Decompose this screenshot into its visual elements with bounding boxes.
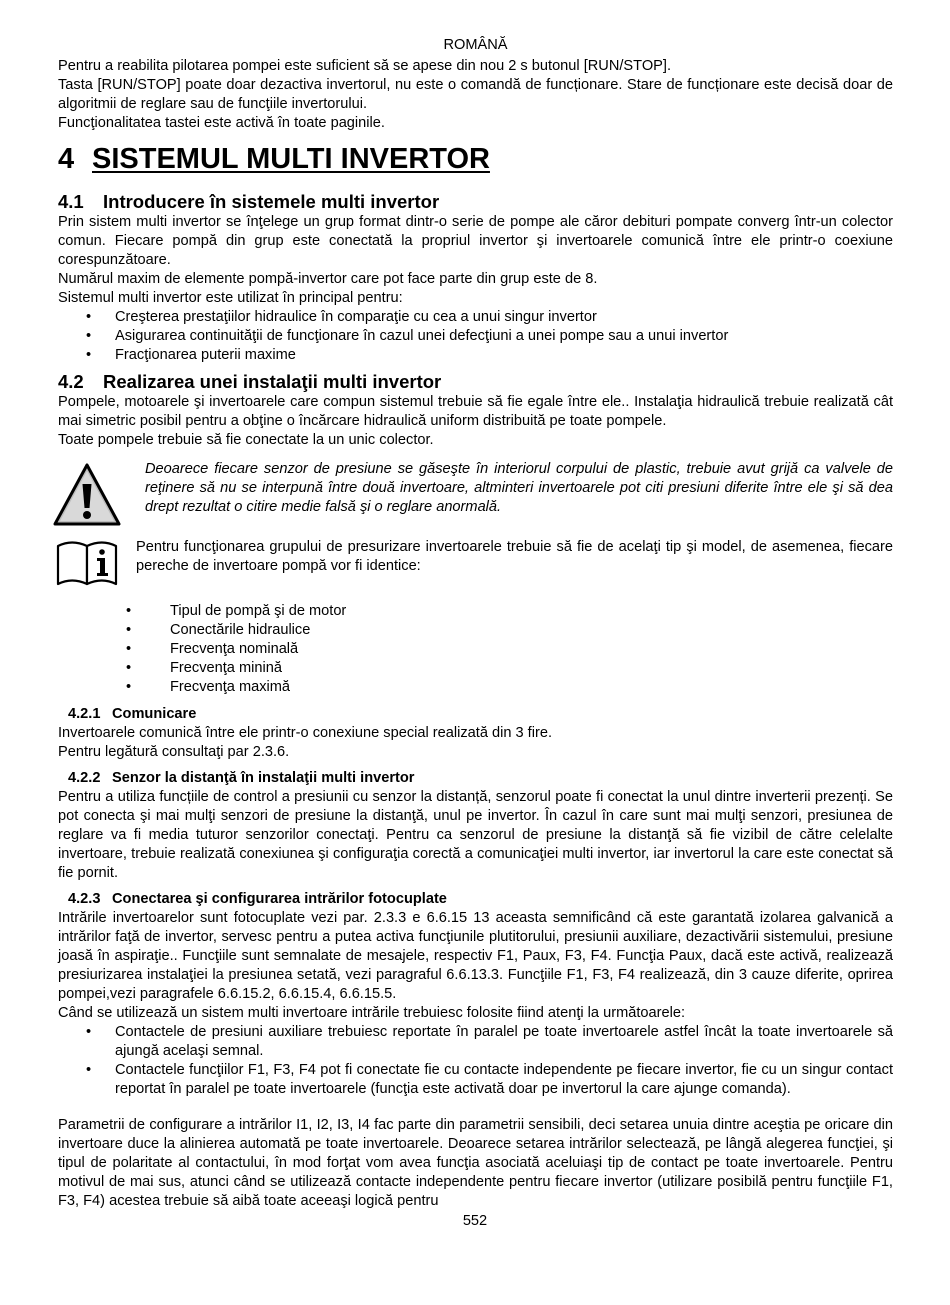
section-4-number: 4 [58,143,75,175]
section-4-2-2-title: Senzor la distanţă în instalaţii multi invertor [112,770,415,786]
info-text: Pentru funcţionarea grupului de presurizare invertoarele trebuie să fie de acelaţi tip şi model, de asemenea, fiecare pereche de invertoare pompă vor fi identice: [136,539,893,574]
section-4-2-3-heading [68,890,893,909]
section-4-2-heading [58,371,893,393]
section-4-title: SISTEMUL MULTI INVERTOR [92,143,490,175]
section-4-2-3-title: Conectarea şi configurarea intrărilor fotocuplate [112,891,447,907]
s423-paragraph-3: Parametrii de configurare a intrărilor I1, I2, I3, I4 fac parte din parametrii sensibili, deci setarea unuia dintre aceştia pe oricare din invertoare duce la alinierea automată pe toate invertoarele. Deoarece setarea intrărilor selectează, pe lângă alegerea funcţiei, şi tipul de polaritate al contactului, în mod forţat vom avea funcţia asociată aceluiaşi tip de contact pe toate invertoarele. Pentru motivul de mai sus, atunci când se utilizează contacte independente pentru fiecare invertor (utilizare posibilă pentru funcţiile F1, F3, F4) acestea trebuie să aibă toate aceeaşi logică pentru [58,1117,893,1209]
s42-paragraph-2: Toate pompele trebuie să fie conectate la un unic colector. [58,432,434,448]
info-notice [58,538,893,588]
section-4-2-number: 4.2 [58,371,84,392]
list-item: • Tipul de pompă şi de motor [58,602,893,621]
section-4-heading [58,142,893,176]
s423-bullet-list [58,1023,893,1099]
section-4-2-3-number: 4.2.3 [68,891,101,907]
list-item: • Asigurarea continuităţii de funcţionare în cazul unei defecţiuni a unei pompe sau a unui invertor [58,327,893,346]
list-item: • Creşterea prestaţiilor hidraulice în comparaţie cu cea a unui singur invertor [58,308,893,327]
s421-paragraph-2: Pentru legătură consultaţi par 2.3.6. [58,744,290,760]
section-4-2-1-number: 4.2.1 [68,706,101,722]
section-4-1-heading [58,191,893,213]
section-4-2-1-heading [68,705,893,724]
s41-paragraph-1: Prin sistem multi invertor se înţelege un grup format dintr-o serie de pompe ale căror debituri pompate converg într-un colector comun. Fiecare pompă din grup este conectată la propriul invertor şi invertoarele comunică între ele printr-o coexiune corespunzătoare. [58,214,893,268]
s423-paragraph-1: Intrările invertoarelor sunt fotocuplate vezi par. 2.3.3 e 6.6.15 13 aceasta semnificând că este garantată izolarea galvanică a intrărilor faţă de invertor, servesc pentru a putea activa funcţiunile plutitorului, presiunii auxiliare, dezactivării sistemului, presiune joasă în aspiraţie.. Funcţiile sunt semnalate de mesajele, respectiv F1, Paux, F3, F4. Funcţia Paux, dacă este activă, realizează presiurizarea instalaţiei la presiunea setată, vezi paragraful 6.6.13.3. Funcţiile F1, F3, F4 realizează, din 3 cauze diferite, oprirea pompei,vezi paragrafele 6.6.15.2, 6.6.15.4, 6.6.15.5. [58,910,893,1002]
list-item: • Frecvenţa nominală [58,640,893,659]
list-item: • Contactele funcţiilor F1, F3, F4 pot fi conectate fie cu contacte independente pe fiecare invertor, fie cu un singur contact reportat în paralel pe toate invertoarele (funcţia este activată doar pe invertorul la care ajunge comanda). [58,1061,893,1099]
intro-paragraph-2: Tasta [RUN/STOP] poate doar dezactiva invertorul, nu este o comandă de funcționare. Stare de funcționare este decisă doar de algoritmii de reglare sau de funcţiile invertorului. [58,77,893,112]
section-4-2-2-number: 4.2.2 [68,770,101,786]
s421-paragraph-1: Invertoarele comunică între ele printr-o conexiune special realizată din 3 fire. [58,725,553,741]
list-item: • Conectările hidraulice [58,621,893,640]
s42-bullet-list [58,602,893,697]
intro-paragraph-1: Pentru a reabilita pilotarea pompei este suficient să se apese din nou 2 s butonul [RUN/STOP]. [58,58,672,74]
language-header: ROMÂNĂ [443,37,508,53]
section-4-2-title: Realizarea unei instalaţii multi invertor [103,371,442,392]
document-page [58,36,893,1211]
s422-paragraph-1: Pentru a utiliza funcțiile de control a presiunii cu senzor la distanță, senzorul poate fi conectat la unul dintre inverterii prezenți. Se pot conecta şi mai mulţi senzori de presiune la distanţă, unul pe invertor. În cazul în care sunt mai mulţi senzori, presiunea de reglare va fi media tuturor senzorilor conectaţi. Pentru ca senzorul de presiune la distanţă să fie vizibil de către celelalte invertoare, trebuie realizată conexiunea şi configuraţia corectă a comunicaţiei multi invertor, iar invertorul la care este conectat să fie pornit. [58,789,893,881]
s42-paragraph-1: Pompele, motoarele şi invertoarele care compun sistemul trebuie să fie egale între ele.. Instalaţia hidraulică trebuie realizată cât mai simetric posibil pentru a obţine o încărcare hidraulică uniform distribuită pe toate pompele. [58,394,893,429]
section-4-1-title: Introducere în sistemele multi invertor [103,191,440,212]
warning-text: Deoarece fiecare senzor de presiune se găseşte în interiorul corpului de plastic, trebuie avut grijă ca valvele de reţinere să nu se interpună între două invertoare, altminteri invertoarele pot citi presiuni diferite între ele şi să dea drept rezultat o citire medie falsă şi o reglare anormală. [145,461,893,515]
list-item: • Contactele de presiuni auxiliare trebuiesc reportate în paralel pe toate invertoarele astfel încât la toate invertoarele să ajungă acelaşi semnal. [58,1023,893,1061]
section-4-2-2-heading [68,769,893,788]
s41-paragraph-2: Numărul maxim de elemente pompă-invertor care pot face parte din grup este de 8. [58,271,598,287]
info-book-icon [56,538,118,588]
page-number: 552 [462,1213,488,1229]
list-item: • Frecvenţa maximă [58,678,893,697]
section-4-1-number: 4.1 [58,191,84,212]
section-4-2-1-title: Comunicare [112,706,197,722]
intro-paragraph-3: Funcţionalitatea tastei este activă în toate paginile. [58,115,385,131]
s41-bullet-list [58,308,893,365]
warning-triangle-icon [52,462,122,528]
s423-paragraph-2: Când se utilizează un sistem multi invertoare intrările trebuiesc folosite fiind atenţi la următoarele: [58,1005,686,1021]
list-item: • Frecvenţa minină [58,659,893,678]
s41-paragraph-3: Sistemul multi invertor este utilizat în principal pentru: [58,290,403,306]
list-item: • Fracţionarea puterii maxime [58,346,893,365]
warning-notice [58,460,893,528]
